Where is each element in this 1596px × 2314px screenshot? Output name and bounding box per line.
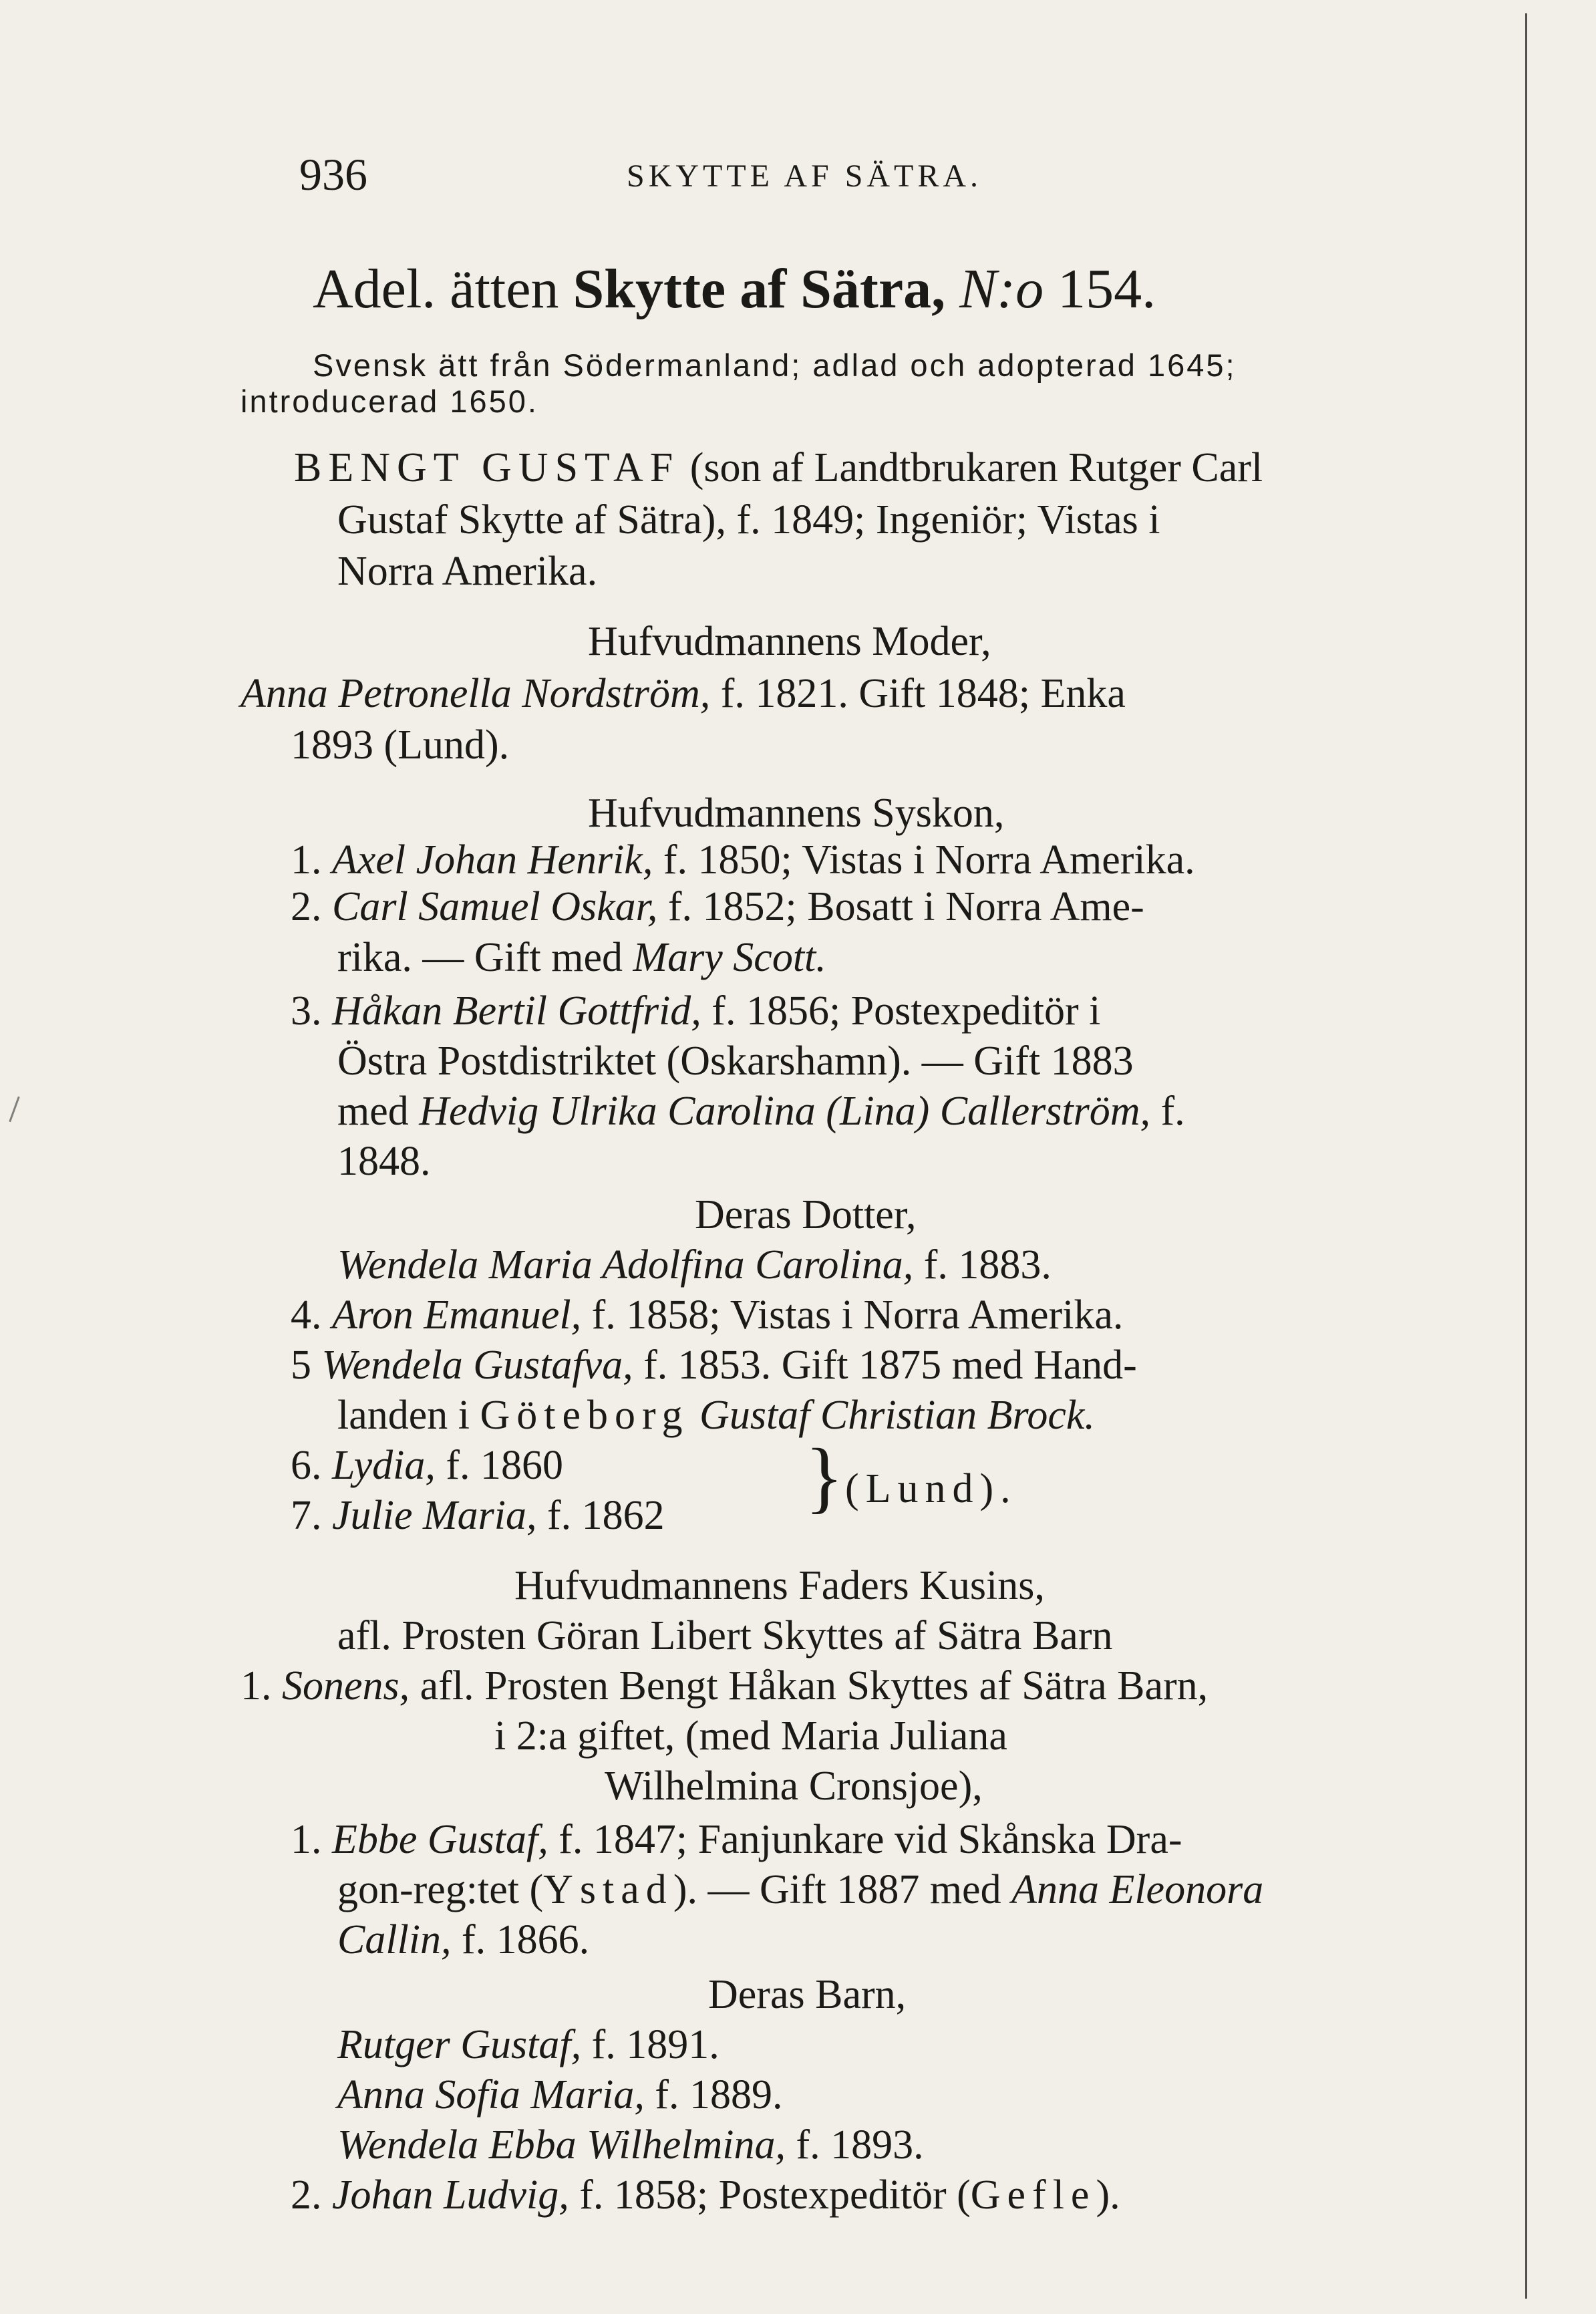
cousin-group-1-line-2: i 2:a giftet, (med Maria Juliana	[494, 1713, 1007, 1759]
sibling-1: 1. Axel Johan Henrik, f. 1850; Vistas i Norra Amerika.	[291, 837, 1195, 883]
mother-line-1: Anna Petronella Nordström, f. 1821. Gift 1848; Enka	[241, 671, 1126, 716]
mother-heading: Hufvudmannens Moder,	[588, 619, 991, 664]
cousins-heading: Hufvudmannens Faders Kusins,	[514, 1563, 1045, 1608]
daughter-heading: Deras Dotter,	[695, 1192, 917, 1238]
cousins-subheading: afl. Prosten Göran Libert Skyttes af Sätra Barn	[337, 1613, 1113, 1658]
child-wendela: Wendela Ebba Wilhelmina, f. 1893.	[337, 2122, 924, 2168]
entry-title: Adel. ätten Skytte af Sätra, N:o 154.	[313, 258, 1156, 320]
cousin-ebbe-line-2: gon-reg:tet (Ystad). — Gift 1887 med Anna Eleonora	[337, 1867, 1264, 1912]
head-line-3: Norra Amerika.	[337, 549, 598, 594]
sibling-5: 5 Wendela Gustafva, f. 1853. Gift 1875 med Hand-	[291, 1342, 1137, 1388]
child-anna: Anna Sofia Maria, f. 1889.	[337, 2072, 783, 2118]
sibling-3-line-4: 1848.	[337, 1139, 431, 1184]
running-title: SKYTTE AF SÄTRA.	[627, 158, 983, 194]
mother-line-2: 1893 (Lund).	[291, 722, 510, 768]
siblings-heading: Hufvudmannens Syskon,	[588, 790, 1005, 836]
sibling-6: 6. Lydia, f. 1860	[291, 1443, 564, 1488]
cousin-johan: 2. Johan Ludvig, f. 1858; Postexpeditör (Gefle).	[291, 2172, 1120, 2218]
sibling-3-line-2: Östra Postdistriktet (Oskarshamn). — Gift 1883	[337, 1038, 1134, 1084]
sibling-4: 4. Aron Emanuel, f. 1858; Vistas i Norra Amerika.	[291, 1292, 1124, 1338]
daughter-entry: Wendela Maria Adolfina Carolina, f. 1883.	[337, 1242, 1052, 1288]
head-line-2: Gustaf Skytte af Sätra), f. 1849; Ingeniör; Vistas i	[337, 497, 1160, 543]
page-header	[299, 148, 1449, 208]
child-rutger: Rutger Gustaf, f. 1891.	[337, 2022, 720, 2067]
intro-line-2: introducerad 1650.	[241, 384, 538, 419]
page-edge-rule	[1525, 13, 1527, 2299]
sibling-3-line-3: med Hedvig Ulrika Carolina (Lina) Callerström, f.	[337, 1089, 1185, 1134]
cousin-group-1: 1. Sonens, afl. Prosten Bengt Håkan Skyttes af Sätra Barn,	[241, 1663, 1209, 1709]
sibling-2: 2. Carl Samuel Oskar, f. 1852; Bosatt i Norra Ame-	[291, 884, 1144, 929]
cousin-ebbe: 1. Ebbe Gustaf, f. 1847; Fanjunkare vid Skånska Dra-	[291, 1817, 1182, 1862]
page-number: 936	[299, 149, 367, 200]
sibling-5-line-2: landen i Göteborg Gustaf Christian Brock.	[337, 1393, 1095, 1438]
siblings-6-7-place: (Lund).	[845, 1466, 1017, 1511]
intro-line-1: Svensk ätt från Södermanland; adlad och adopterad 1645;	[313, 347, 1237, 383]
brace-mark: }	[805, 1432, 844, 1521]
sibling-2-line-2: rika. — Gift med Mary Scott.	[337, 935, 826, 980]
sibling-3: 3. Håkan Bertil Gottfrid, f. 1856; Postexpeditör i	[291, 988, 1101, 1034]
sibling-7: 7. Julie Maria, f. 1862	[291, 1493, 665, 1538]
margin-mark	[9, 1097, 19, 1123]
cousin-ebbe-line-3: Callin, f. 1866.	[337, 1917, 590, 1963]
cousin-group-1-line-3: Wilhelmina Cronsjoe),	[605, 1763, 983, 1809]
children-heading: Deras Barn,	[708, 1972, 907, 2017]
head-line-1: BENGT GUSTAF (son af Landtbrukaren Rutger Carl	[294, 445, 1263, 490]
